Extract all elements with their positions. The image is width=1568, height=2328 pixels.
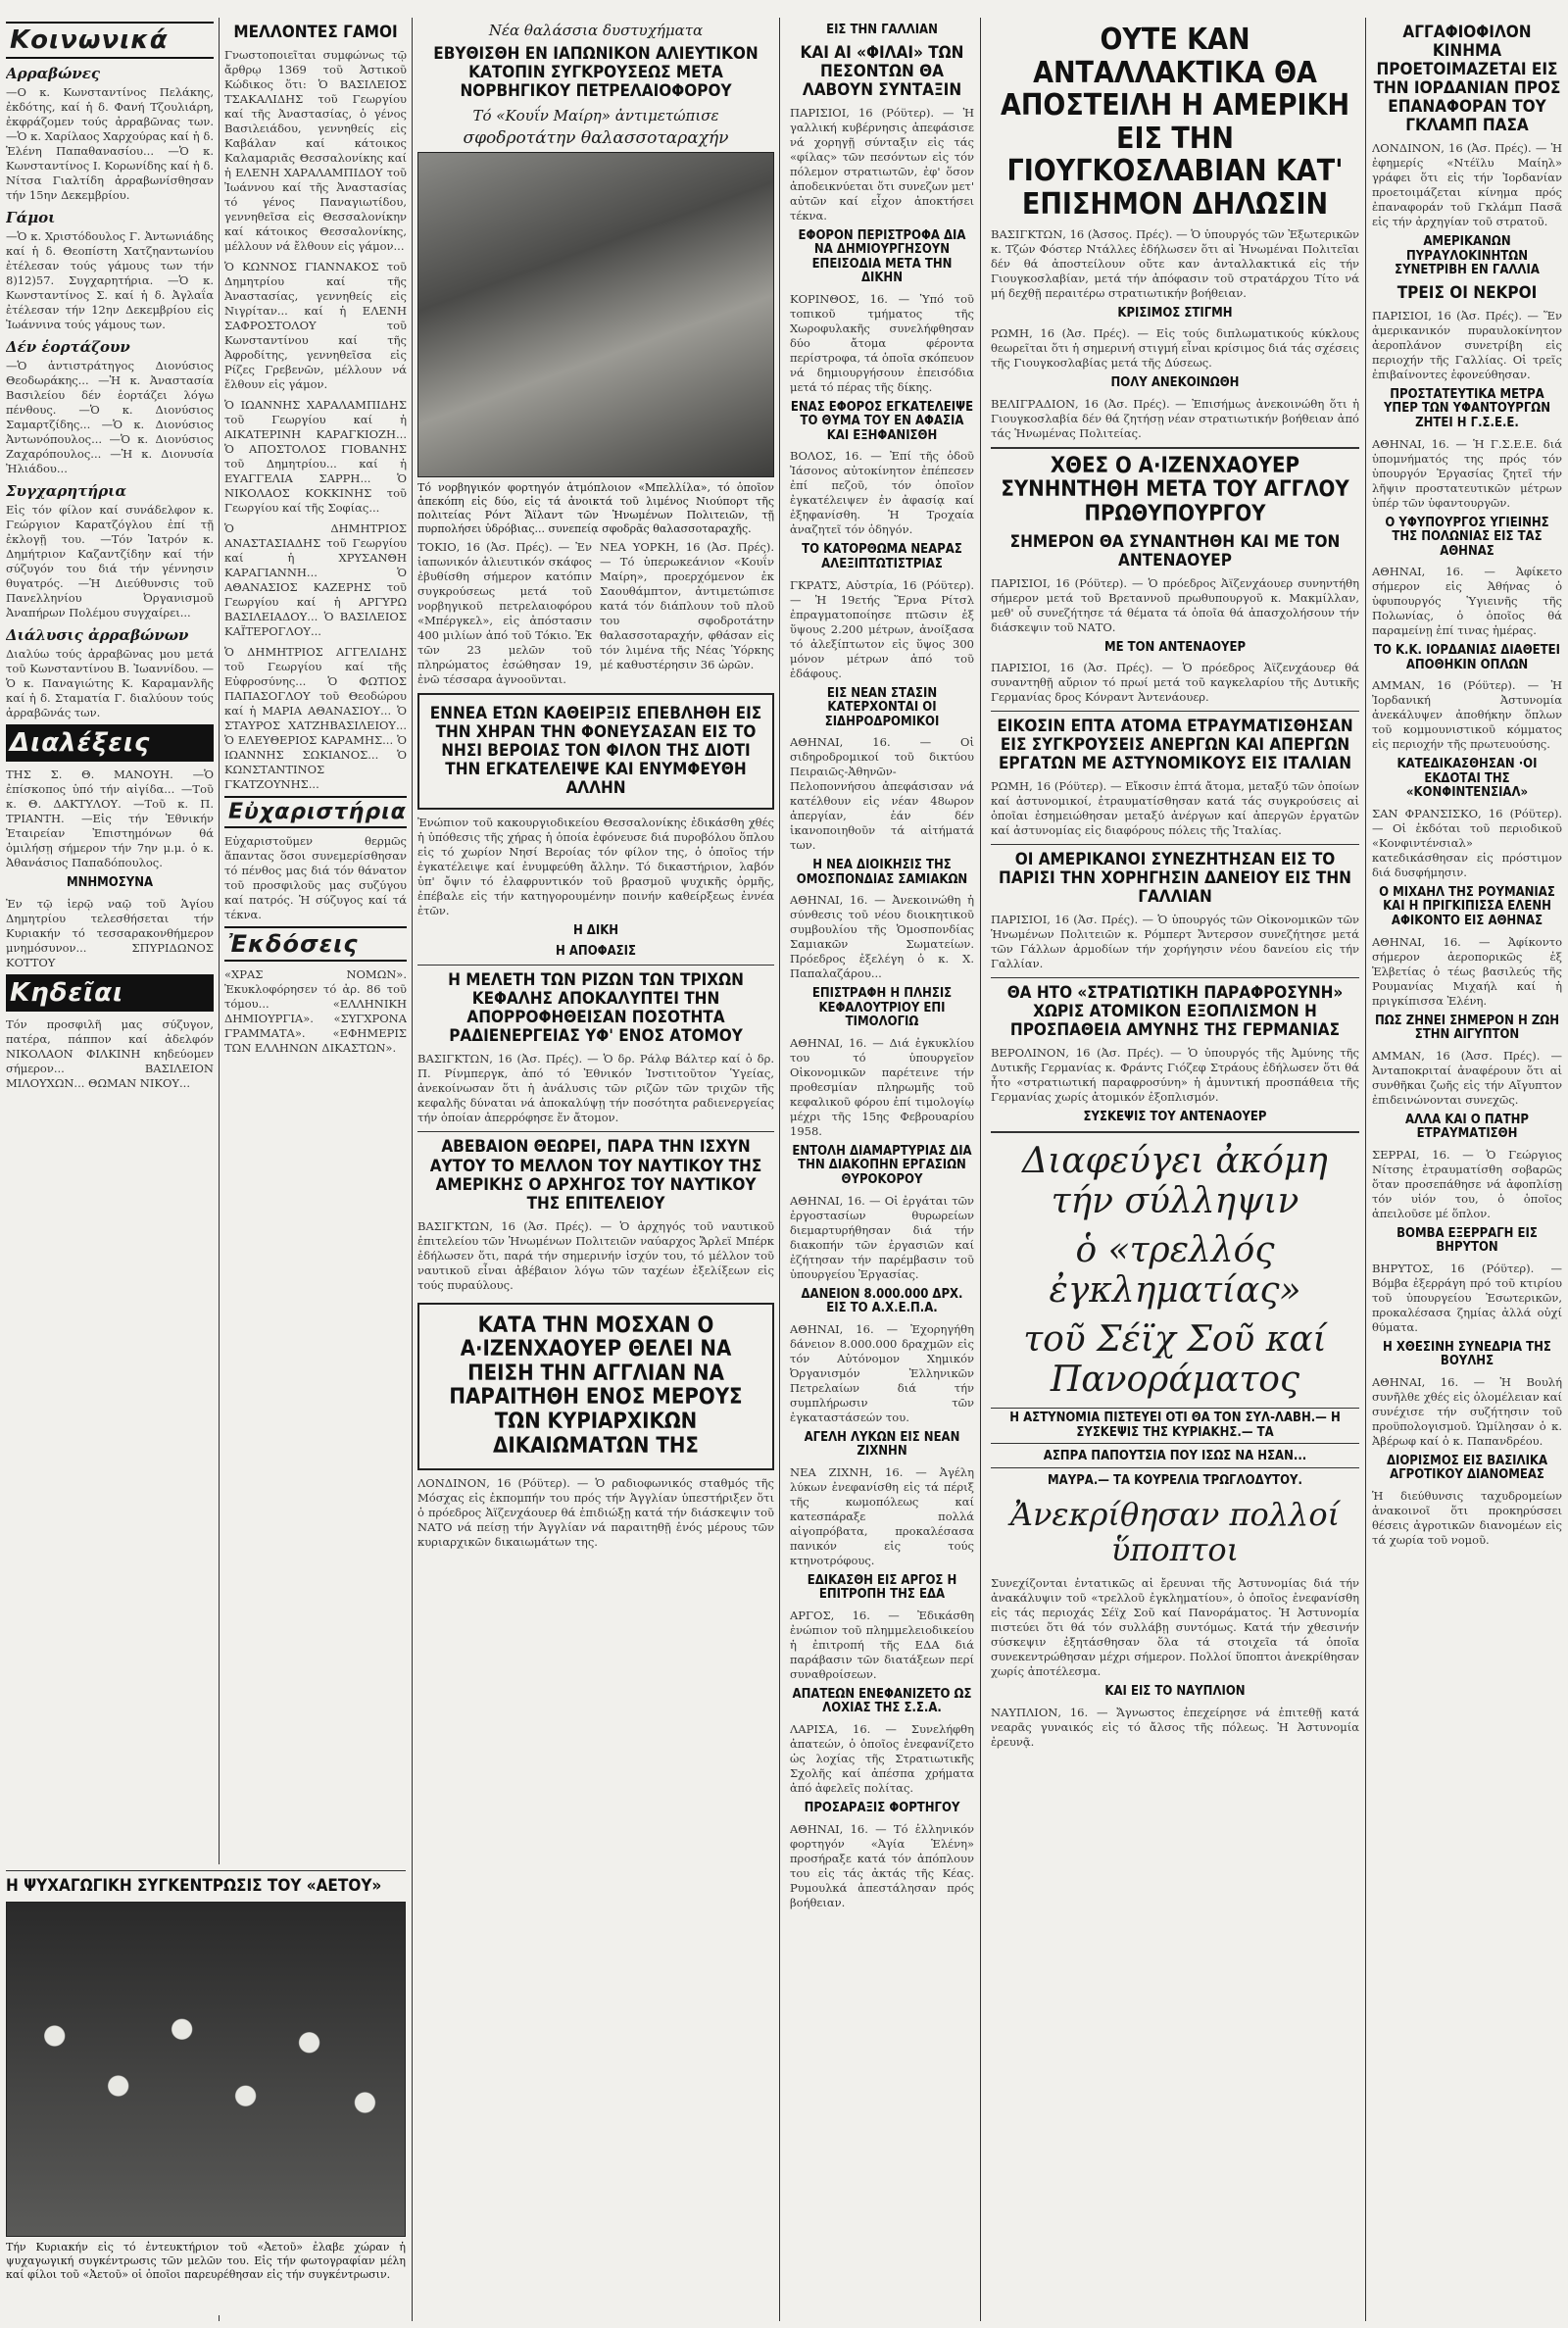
future-weddings-title: ΜΕΛΛΟΝΤΕΣ ΓΑΜΟΙ bbox=[233, 23, 398, 42]
rocket-sub: ΤΡΕΙΣ ΟΙ ΝΕΚΡΟΙ bbox=[1396, 282, 1538, 303]
section-title-thanks: Εὐχαριστήρια bbox=[224, 796, 407, 828]
yugoslavia-text: ΒΑΣΙΓΚΤΩΝ, 16 (Ἀσσος. Πρές). — Ὁ ὑπουργός τῶν Ἐξωτερικῶν κ. Τζών Φόστερ Ντάλλες ἐδήλωσεν ὅτι αἱ Ἡνωμέναι Πολιτεῖαι δέν θά ἀποστείλουν οὔτε καν ἀνταλλακτικά εἰς τήν Γιουγκοσλαβίαν, μετά τήν ἀπόφασιν τοῦ στρατάρχου Τίτο νά μή δεχθῇ περαιτέρω στρατιωτικήν βοήθειαν. bbox=[991, 226, 1359, 300]
congratulations-text: Εἰς τόν φίλον καί συνάδελφον κ. Γεώργιον Καρατζόγλου ἐπί τῇ ἐκλογῇ του. —Τόν Ἰατρόν κ. Δημήτριον Καζαντζίδην καί τήν σύζυγόν του διά τήν γέννησιν θυγατρός. —Ἡ Διεύθυνσις τοῦ Πανελληνίου Ὀργανισμοῦ Ἀναπήρων Πολέμου συγχαίρει... bbox=[6, 503, 214, 619]
france-kicker: ΕΙΣ ΤΗΝ ΓΑΛΛΙΑΝ bbox=[826, 23, 938, 37]
shipwreck-kicker: Νέα θαλάσσια δυστυχήματα bbox=[488, 22, 704, 39]
confidential-text: ΣΑΝ ΦΡΑΝΣΙΣΚΟ, 16 (Ρόϋτερ). — Οἱ ἐκδόται τοῦ περιοδικοῦ «Κονφιντένσιαλ» κατεδικάσθησαν εἰς πρόστιμον διά δυσφήμησιν. bbox=[1372, 806, 1562, 879]
parliament-text: ΑΘΗΝΑΙ, 16. — Ἡ Βουλή συνῆλθε χθές εἰς ὁλομέλειαν καί συνέχισε τήν συζήτησιν τοῦ προϋπολογισμοῦ. Ὡμίλησαν ὁ κ. Ἀβέρωφ καί ὁ κ. Παπανδρέου. bbox=[1372, 1374, 1562, 1448]
aetos-photo bbox=[6, 1902, 406, 2237]
argos-headline: ΕΔΙΚΑΣΘΗ ΕΙΣ ΑΡΓΟΣ Η ΕΠΙΤΡΟΠΗ ΤΗΣ ΕΔΑ bbox=[807, 1572, 957, 1603]
announced-text: ΒΕΛΙΓΡΑΔΙΟΝ, 16 (Ἀσ. Πρές). — Ἐπισήμως ἀνεκοινώθη ὅτι ἡ Γιουγκοσλαβία δέν θά ζητήσῃ νέαν στρατιωτικήν βοήθειαν ἀπό τάς Ἡνωμένας Πολιτείας. bbox=[991, 396, 1359, 440]
germany-headline: ΘΑ ΗΤΟ «ΣΤΡΑΤΙΩΤΙΚΗ ΠΑΡΑΦΡΟΣΥΝΗ» ΧΩΡΙΣ ΑΤΟΜΙΚΟΝ ΕΞΟΠΛΙΣΜΟΝ Η ΠΡΟΣΠΑΘΕΙΑ ΑΜΥΝΗΣ ΤΗΣ ΓΕΡΜΑΝΙΑΣ bbox=[1006, 983, 1344, 1041]
aetos-caption: Τήν Κυριακήν εἰς τό ἐντευκτήριον τοῦ «Ἀετοῦ» ἐλαβε χώραν ἡ ψυχαγωγική συγκέντρωσις τῶν μελῶν του. Εἰς τήν φωτογραφίαν μέλη καί φίλοι τοῦ «Ἀετοῦ» οἱ ὁποῖοι παρευρέθησαν εἰς τήν συγκέντρωσιν. bbox=[6, 2241, 406, 2282]
column-weddings bbox=[224, 18, 407, 1860]
pistols-headline: ΕΦΟΡΟΝ ΠΕΡΙΣΤΡΟΦΑ ΔΙΑ ΝΑ ΔΗΜΙΟΥΡΓΗΣΟΥΝ ΕΠΕΙΣΟΔΙΑ ΜΕΤΑ ΤΗΝ ΔΙΚΗΝ bbox=[798, 227, 966, 286]
no-celebrate-text: —Ὁ ἀντιστράτηγος Διονύσιος Θεοδωράκης... —Ἡ κ. Ἀναστασία Βασιλείου δέν ἑορτάζει λόγω πένθους. —Ὁ κ. Διονύσιος Σαμαρτζίδης... —Ὁ κ. Διονύσιος Ἀντωνόπουλος... —Ὁ κ. Διονύσιος Ζαχαρόπουλος... —Ἡ κ. Διονυσία Ἠλιάδου... bbox=[6, 359, 214, 475]
jordan-arms-text: ΑΜΜΑΝ, 16 (Ρόϋτερ). — Ἡ Ἰορδανική Ἀστυνομία ἀνεκάλυψεν ἀποθήκην ὅπλων τοῦ κομμουνιστικοῦ κόμματος εἰς περιοχήν τῆς πρωτευούσης. bbox=[1372, 678, 1562, 752]
subsection-no-celebrate: Δέν ἑορτάζουν bbox=[6, 338, 130, 356]
engagements-text: —Ο κ. Κωνσταντίνος Πελάκης, ἐκδότης, καί ἡ δ. Φανή Τζουλιάρη, ἐκφράζομεν τούς ἀρραβῶνας των. —Ὁ κ. Χαρίλαος Χαρχούρας καί ἡ δ. Ἑλένη Παπαθανασίου... —Ὁ κ. Κωνσταντίνος Ι. Κορωνίδης καί ἡ δ. Νίτσα Γιαλτίδη ἀρραβωνίσθησαν τήν 15ην Δεκεμβρίου. bbox=[6, 85, 214, 202]
rocket-headline: ΑΜΕΡΙΚΑΝΩΝ ΠΥΡΑΥΛΟΚΙΝΗΤΩΝ ΣΥΝΕΤΡΙΒΗ ΕΝ ΓΑΛΛΙΑ bbox=[1395, 234, 1540, 278]
madman-sub-2: ΑΣΠΡΑ ΠΑΠΟΥΤΣΙΑ ΠΟΥ ΙΣΩΣ ΝΑ ΗΣΑΝ... bbox=[991, 1450, 1359, 1468]
railway-headline: ΕΙΣ ΝΕΑΝ ΣΤΑΣΙΝ ΚΑΤΕΡΧΟΝΤΑΙ ΟΙ ΣΙΔΗΡΟΔΡΟΜΙΚΟΙ bbox=[824, 685, 940, 729]
tax-text: ΑΘΗΝΑΙ, 16. — Διά ἐγκυκλίου του τό ὑπουργεῖον Οἰκονομικῶν παρέτεινε τήν προθεσμίαν πληρωμῆς τοῦ κεφαλικοῦ φόρου ἐπί τιμολογίῳ μέχρι τῆς 15ης Φεβρουαρίου 1958. bbox=[790, 1035, 974, 1138]
column-briefs bbox=[790, 18, 974, 2321]
tax-headline: ΕΠΙΣΤΡΑΦΗ Η ΠΛΗΣΙΣ ΚΕΦΑΛΟΥΤΡΙΟΥ ΕΠΙ ΤΙΜΟΛΟΓΙΩ bbox=[811, 986, 953, 1030]
parachutist-text: ΓΚΡΑΤΣ, Αὐστρία, 16 (Ρόϋτερ). — Ἡ 19ετής Ἕρνα Ρίτσλ ἐπραγματοποίησε πτῶσιν ἐξ ὕψους 2.200 μέτρων, ἀνοίξασα τό ἀλεξίπτωτον εἰς ὕψος 300 μόνον μέτρων ἀπό τοῦ ἐδάφους. bbox=[790, 577, 974, 680]
parliament-headline: Η ΧΘΕΣΙΝΗ ΣΥΝΕΔΡΙΑ ΤΗΣ ΒΟΥΛΗΣ bbox=[1383, 1339, 1551, 1369]
queen-mary-sub-2: σφοδροτάτην θαλασσοταραχήν bbox=[463, 128, 729, 149]
eisenhower-text: ΠΑΡΙΣΙΟΙ, 16 (Ρόϋτερ). — Ὁ πρόεδρος Ἀϊζενχάουερ συνηντήθη σήμερον μετά τοῦ Βρεταννοῦ πρωθυπουργοῦ κ. Μακμίλλαν, μεθ' οὗ συνεζήτησε τά θέματα τά ὁποῖα θά ἀπασχολήσουν τήν διάσκεψιν τοῦ ΝΑΤΟ. bbox=[991, 575, 1359, 634]
future-weddings-text-4: Ὁ ΔΗΜΗΤΡΙΟΣ ΑΝΑΣΤΑΣΙΑΔΗΣ τοῦ Γεωργίου καί ἡ ΧΡΥΣΑΝΘΗ ΚΑΡΑΓΙΑΝΝΗ... Ὁ ΑΘΑΝΑΣΙΟΣ ΚΑΖΕΡΗΣ τοῦ Γεωργίου καί ἡ ΑΡΓΥΡΩ ΒΑΣΙΛΕΙΑΔΟΥ... Ὁ ΒΑΣΙΛΕΙΟΣ ΚΑΪΤΕΡΟΓΛΟΥ... bbox=[224, 521, 407, 639]
announced: ΠΟΛΥ ΑΝΕΚΟΙΝΩΘΗ bbox=[1110, 375, 1240, 391]
egypt-headline: ΠΩΣ ΖΗΝΕΙ ΣΗΜΕΡΟΝ Η ΖΩΗ ΣΤΗΝ ΑΙΓΥΠΤΟΝ bbox=[1374, 1013, 1560, 1043]
protest-text: ΑΘΗΝΑΙ, 16. — Οἱ ἐργάται τῶν ἐργοστασίων θυρωρείων διεμαρτυρήθησαν διά τήν διακοπήν τῶν ἐργασιῶν καί ἐζήτησαν τήν παρέμβασιν τοῦ ὑπουργείου Ἐργασίας. bbox=[790, 1193, 974, 1281]
thanks-text: Εὐχαριστοῦμεν θερμῶς ἅπαντας ὅσοι συνεμερίσθησαν τό πένθος μας διά τόν θάνατον τοῦ προσφιλοῦς μας συζύγου καί πατρός. Ἡ σύζυγος καί τά τέκνα. bbox=[224, 834, 407, 922]
hair-headline: Η ΜΕΛΕΤΗ ΤΩΝ ΡΙΖΩΝ ΤΩΝ ΤΡΙΧΩΝ ΚΕΦΑΛΗΣ ΑΠΟΚΑΛΥΠΤΕΙ ΤΗΝ ΑΠΟΡΡΟΦΗΘΕΙΣΑΝ ΠΟΣΟΤΗΤΑ ΡΑΔΙΕΝΕΡΓΕΙΑΣ ΥΦ' ΕΝΟΣ ΑΤΟΜΟΥ bbox=[448, 970, 744, 1047]
nafplio-text: ΝΑΥΠΛΙΟΝ, 16. — Ἄγνωστος ἐπεχείρησε νά ἐπιτεθῇ κατά νεαρᾶς γυναικός εἰς τό ἄλσος τῆς πόλεως. Ἡ Ἀστυνομία ἐρευνᾷ. bbox=[991, 1705, 1359, 1749]
future-weddings-text-1: Γνωστοποιεῖται συμφώνως τῷ ἄρθρῳ 1369 τοῦ Ἀστικοῦ Κώδικος ὅτι: Ὁ ΒΑΣΙΛΕΙΟΣ ΤΣΑΚΑΛΙΔΗΣ τοῦ Γεωργίου καί τῆς Ἀναστασίας, ὁ γένος Βασιλειάδου, γεννηθείς εἰς Καβάλαν καί κάτοικος Καλαμαριᾶς Θεσσαλονίκης καί ἡ ΕΛΕΝΗ ΧΑΡΑΛΑΜΠΙΔΟΥ τοῦ Ἰωάννου καί τῆς Ἀναστασίας τό γένος Παναγιωτίδου, γεννηθεῖσα εἰς Θεσσαλονίκην καί κάτοικος Θεσσαλονίκης, μέλλουν νά ἔλθουν εἰς γάμον... bbox=[224, 48, 407, 254]
shipwreck-headline: ΕΒΥΘΙΣΘΗ ΕΝ ΙΑΠΩΝΙΚΟΝ ΑΛΙΕΥΤΙΚΟΝ ΚΑΤΟΠΙΝ ΣΥΓΚΡΟΥΣΕΩΣ ΜΕΤΑ ΝΟΡΒΗΓΙΚΟΥ ΠΕΤΡΕΛΑΙΟΦΟΡΟΥ bbox=[433, 44, 759, 102]
berroia-headline: ΕΝΝΕΑ ΕΤΩΝ ΚΑΘΕΙΡΞΙΣ ΕΠΕΒΛΗΘΗ ΕΙΣ ΤΗΝ ΧΗΡΑΝ ΤΗΝ ΦΟΝΕΥΣΑΣΑΝ ΕΙΣ ΤΟ ΝΗΣΙ ΒΕΡΟΙΑΣ ΤΟΝ ΦΙΛΟΝ ΤΗΣ ΔΙΟΤΙ ΤΗΝ ΕΓΚΑΤΕΛΕΙΨΕ ΚΑΙ ΕΝΥΜΦΕΥΘΗ ΑΛΛΗΝ bbox=[429, 704, 762, 799]
confidential-headline: ΚΑΤΕΔΙΚΑΣΘΗΣΑΝ ·ΟΙ ΕΚΔΟΤΑΙ ΤΗΣ «ΚΟΝΦΙΝΤΕΝΣΙΑΛ» bbox=[1396, 757, 1538, 801]
column-divider bbox=[412, 18, 413, 2321]
hit-run-headline: ΕΝΑΣ ΕΦΟΡΟΣ ΕΓΚΑΤΕΛΕΙΨΕ ΤΟ ΘΥΜΑ ΤΟΥ ΕΝ ΑΦΑΣΙΑ ΚΑΙ ΕΞΗΦΑΝΙΣΘΗ bbox=[790, 399, 974, 443]
new-york-story: ΝΕΑ ΥΟΡΚΗ, 16 (Ἀσ. Πρές). — Τό ὑπερωκεάνιον «Κουΐν Μαίρη», προερχόμενον ἐκ Σαουθάμπτον, ἀντιμετώπισε κατά τόν διάπλουν τοῦ πλοῦ του σφοδροτάτην θαλασσοταραχήν, φθάσαν εἰς τόν λιμένα τῆς Νέας Ὑόρκης μέ καθυστέρησιν 36 ὡρῶν. bbox=[600, 540, 774, 672]
egypt-text: ΑΜΜΑΝ, 16 (Ἀσσ. Πρές). — Ἀνταποκριταί ἀναφέρουν ὅτι αἱ συνθῆκαι ζωῆς εἰς τήν Αἴγυπτον ἐπιδεινώνονται συνεχῶς. bbox=[1372, 1048, 1562, 1107]
ship-photo-caption: Τό νορβηγικόν φορτηγόν ἀτμόπλοιον «Μπελλίλα», τό ὁποῖον ἀπεκόπη εἰς δύο, εἰς τά ἀνοικτά τοῦ λιμένος Νιούπορτ τῆς πολιτείας Ρόντ Ἄϊλαντ τῶν Ἡνωμένων Πολιτειῶν, τῇ πυρπολήσει ὑδρόβιας... συνεπείᾳ σφοδρᾶς θαλασσοταραχῆς. bbox=[417, 481, 774, 536]
fraud-headline: ΑΠΑΤΕΩΝ ΕΝΕΦΑΝΙΖΕΤΟ ΩΣ ΛΟΧΙΑΣ ΤΗΣ Σ.Σ.Α. bbox=[792, 1686, 972, 1716]
michael-headline: Ο ΜΙΧΑΗΛ ΤΗΣ ΡΟΥΜΑΝΙΑΣ ΚΑΙ Η ΠΡΙΓΚΙΠΙΣΣΑ ΕΛΕΝΗ ΑΦΙΚΟΝΤΟ ΕΙΣ ΑΘΗΝΑΣ bbox=[1379, 884, 1555, 928]
beirut-text: ΒΗΡΥΤΟΣ, 16 (Ρόϋτερ). — Βόμβα ἐξερράγη πρό τοῦ κτιρίου τοῦ ὑπουργείου Ἐσωτερικῶν, προκαλέσασα ζημίας ἀλλά οὐχί θύματα. bbox=[1372, 1261, 1562, 1334]
madman-line-3: τοῦ Σέϊχ Σοῦ καί Πανοράματος bbox=[1023, 1318, 1327, 1400]
adenauer-meeting: ΣΥΣΚΕΨΙΣ ΤΟΥ ΑΝΤΕΝΑΟΥΕΡ bbox=[1083, 1110, 1267, 1125]
editions-text: «ΧΡΑΣ ΝΟΜΩΝ». Ἐκυκλοφόρησεν τό ἀρ. 86 τοῦ τόμου... «ΕΛΛΗΝΙΚΗ ΔΗΜΙΟΥΡΓΙΑ». «ΣΥΓΧΡΟΝΑ ΓΡΑΜΜΑΤΑ». «ΕΦΗΜΕΡΙΣ ΤΩΝ ΕΛΛΗΝΩΝ ΔΙΚΑΣΤΩΝ». bbox=[224, 967, 407, 1056]
subsection-congratulations: Συγχαρητήρια bbox=[6, 482, 126, 500]
loan-text: ΑΘΗΝΑΙ, 16. — Ἐχορηγήθη δάνειον 8.000.000 δραχμῶν εἰς τόν Αὐτόνομον Χημικόν Ὀργανισμόν Ἑλληνικῶν Πετρελαίων διά τήν συμπλήρωσιν τῶν ἐγκαταστάσεών του. bbox=[790, 1321, 974, 1424]
france-headline: ΚΑΙ ΑΙ «ΦΙΛΑΙ» ΤΩΝ ΠΕΣΟΝΤΩΝ ΘΑ ΛΑΒΟΥΝ ΣΥΝΤΑΞΙΝ bbox=[800, 42, 964, 100]
samian-text: ΑΘΗΝΑΙ, 16. — Ἀνεκοινώθη ἡ σύνθεσις τοῦ νέου διοικητικοῦ συμβουλίου τῆς Ὁμοσπονδίας Σαμιακῶν Σωματείων. Πρόεδρος ἐξελέγη ὁ κ. Χ. Παπαλαζάρου... bbox=[790, 893, 974, 981]
postman-text: Ἡ διεύθυνσις ταχυδρομείων ἀνακοινοῖ ὅτι προκηρύσσει θέσεις ἀγροτικῶν διανομέων εἰς τά χωρία τοῦ νομοῦ. bbox=[1372, 1488, 1562, 1547]
queen-mary-sub-1: Τό «Κουΐν Μαίρη» ἀντιμετώπισε bbox=[472, 107, 719, 125]
berroia-text: Ἐνώπιον τοῦ κακουργιοδικείου Θεσσαλονίκης ἐδικάσθη χθές ἡ ὑπόθεσις τῆς χήρας ἡ ὁποία ἐφόνευσε διά πυροβόλου ὅπλου εἰς τό χωρίον Νησί Βεροίας τόν φίλον της, ὁ ὁποῖος τήν ἐγκατέλειψε καί ἐνυμφεύθη ἄλλην. Τό δικαστήριον, λαβόν ὑπ' ὄψιν τό ἐλαφρυντικόν τοῦ βρασμοῦ ψυχικῆς ὁρμῆς, ἐπέβαλε εἰς τήν κατηγορουμένην ποινήν καθείρξεως ἐννέα ἐτῶν. bbox=[417, 816, 774, 918]
poland-headline: Ο ΥΦΥΠΟΥΡΓΟΣ ΥΓΙΕΙΝΗΣ ΤΗΣ ΠΟΛΩΝΙΑΣ ΕΙΣ ΤΑΣ ΑΘΗΝΑΣ bbox=[1385, 515, 1549, 559]
father-text: ΣΕΡΡΑΙ, 16. — Ὁ Γεώργιος Νίτσης ἐτραυματίσθη σοβαρῶς ὅταν προσεπάθησε νά ἀφοπλίσῃ τόν υἱόν του, ὁ ὁποῖος ἀπειλοῦσε μέ ὅπλον. bbox=[1372, 1147, 1562, 1220]
france-text: ΠΑΡΙΣΙΟΙ, 16 (Ρόϋτερ). — Ἡ γαλλική κυβέρνησις ἀπεφάσισε νά χορηγῇ σύνταξιν εἰς τάς «φίλας» τῶν πεσόντων εἰς τόν πόλεμον στρατιωτῶν, ἐφ' ὅσον ἀποδεικνύεται ὅτι συνεζων μετ' αὐτῶν καί εἶχον ἀποκτήσει τέκνα. bbox=[790, 105, 974, 223]
adenauer-text: ΠΑΡΙΣΙΟΙ, 16 (Ἀσ. Πρές). — Ὁ πρόεδρος Ἀϊζενχάουερ θά συναντηθῇ αὔριον τό πρωί μετά τοῦ καγκελαρίου τῆς Δυτικῆς Γερμανίας δρος Κόνραντ Ἀντενάουερ. bbox=[991, 661, 1359, 705]
railway-text: ΑΘΗΝΑΙ, 16. — Οἱ σιδηροδρομικοί τοῦ δικτύου Πειραιῶς-Ἀθηνῶν-Πελοποννήσου ἀπεφάσισαν νά κατέλθουν εἰς νέαν 48ωρον ἀπεργίαν, ἐάν δέν ἱκανοποιηθοῦν τά αἰτήματά των. bbox=[790, 735, 974, 853]
father-headline: ΑΛΛΑ ΚΑΙ Ο ΠΑΤΗΡ ΕΤΡΑΥΜΑΤΙΣΘΗ bbox=[1405, 1112, 1529, 1142]
jordan-text: ΛΟΝΔΙΝΟΝ, 16 (Ἀσ. Πρές). — Ἡ ἐφημερίς «Ντέϊλυ Μαίηλ» γράφει ὅτι εἰς τήν Ἰορδανίαν προετοιμάζεται κίνημα πρός ἐπαναφοράν τοῦ Γκλάμπ Πασᾶ εἰς τήν ἀρχηγίαν τοῦ στρατοῦ. bbox=[1372, 141, 1562, 229]
column-divider bbox=[779, 18, 780, 2321]
madman-text: Συνεχίζονται ἐντατικῶς αἱ ἔρευναι τῆς Ἀστυνομίας διά τήν ἀνακάλυψιν τοῦ «τρελλοῦ ἐγκληματίου», ὁ ὁποῖος ἐνεφανίσθη εἰς τάς περιοχάς Σέϊχ Σοῦ καί Πανοράματος. Ἡ Ἀστυνομία πιστεύει ὅτι θά τόν συλλάβῃ συντόμως. Κατά τήν χθεσινήν σύσκεψιν ἐξητάσθησαν ὅλα τά στοιχεῖα τά ὁποῖα συνεκεντρώθησαν μέχρι σήμερον. Πολλοί ὕποπτοι ἀνεκρίθησαν χωρίς ἀποτέλεσμα. bbox=[991, 1576, 1359, 1679]
weddings-text: —Ὁ κ. Χριστόδουλος Γ. Ἀντωνιάδης καί ἡ δ. Θεοπίστη Χατζηαντωνίου ἐτέλεσαν τούς γάμους των τήν 8)12)57. Συγχαρητήρια. —Ὁ κ. Κωνσταντίνος Σ. καί ἡ δ. Ἀγλαΐα ἐτέλεσαν τήν 12ην Δεκεμβρίου εἰς Ἰωάννινα τούς γάμους των. bbox=[6, 229, 214, 331]
section-title-lectures: Διαλέξεις bbox=[6, 724, 214, 762]
argos-text: ΑΡΓΟΣ, 16. — Ἐδικάσθη ἐνώπιον τοῦ πλημμελειοδικείου ἡ ἐπιτροπή τῆς ΕΔΑ διά παράβασιν τῶν διατάξεων περί συναθροίσεων. bbox=[790, 1608, 974, 1681]
moscow-text: ΛΟΝΔΙΝΟΝ, 16 (Ρόϋτερ). — Ὁ ραδιοφωνικός σταθμός τῆς Μόσχας εἰς ἐκπομπήν του πρός τήν Ἀγγλίαν ὑπεστήριξεν ὅτι ὁ πρόεδρος Ἀϊζενχάουερ θά ἐπιδιώξῃ κατά τήν διάσκεψιν τοῦ ΝΑΤΟ νά πείσῃ τήν Ἀγγλίαν νά παραιτηθῇ ἑνός μέρους τῶν κυριαρχικῶν δικαιωμάτων της. bbox=[417, 1476, 774, 1550]
postman-headline: ΔΙΟΡΙΣΜΟΣ ΕΙΣ ΒΑΣΙΛΙΚΑ ΑΓΡΟΤΙΚΟΥ ΔΙΑΝΟΜΕΑΣ bbox=[1386, 1453, 1548, 1483]
column-world bbox=[1372, 18, 1562, 2321]
fraud-text: ΛΑΡΙΣΑ, 16. — Συνελήφθη ἀπατεών, ὁ ὁποῖος ἐνεφανίζετο ὡς λοχίας τῆς Στρατιωτικῆς Σχολῆς καί ἀπέσπα χρήματα ἀπό ἀφελεῖς πολίτας. bbox=[790, 1721, 974, 1795]
dissolution-text: Διαλύω τούς ἀρραβῶνας μου μετά τοῦ Κωνσταντίνου Β. Ἰωαννίδου. —Ὁ κ. Παναγιώτης Κ. Καραμανλῆς καί ἡ δ. Σταματία Γ. διαλύουν τούς ἀρραβῶνάς των. bbox=[6, 647, 214, 719]
grounding-headline: ΠΡΟΣΑΡΑΞΙΣ ΦΟΡΤΗΓΟΥ bbox=[804, 1800, 960, 1815]
berroia-box bbox=[417, 693, 774, 810]
wolves-text: ΝΕΑ ΖΙΧΝΗ, 16. — Ἀγέλη λύκων ἐνεφανίσθη εἰς τά πέριξ τῆς κωμοπόλεως καί κατεσπάραξε πολλά αἰγοπρόβατα, προκαλέσασα πανικόν εἰς τούς κτηνοτρόφους. bbox=[790, 1464, 974, 1567]
funeral-text: Τόν προσφιλῆ μας σύζυγον, πατέρα, πάππον καί ἀδελφόν ΝΙΚΟΛΑΟΝ ΦΙΛΚΙΝΗ κηδεύομεν σήμερον... ΒΑΣΙΛΕΙΟΝ ΜΙΛΟΥΧΩΝ... ΘΩΜΑΝ ΝΙΚΟΥ... bbox=[6, 1016, 214, 1090]
moscow-box bbox=[417, 1303, 774, 1471]
column-divider bbox=[980, 18, 981, 2321]
italy-headline: ΕΙΚΟΣΙΝ ΕΠΤΑ ΑΤΟΜΑ ΕΤΡΑΥΜΑΤΙΣΘΗΣΑΝ ΕΙΣ ΣΥΓΚΡΟΥΣΕΙΣ ΑΝΕΡΓΩΝ ΚΑΙ ΑΠΕΡΓΩΝ ΕΡΓΑΤΩΝ ΜΕ ΑΣΤΥΝΟΜΙΚΟΥΣ ΕΙΣ ΙΤΑΛΙΑΝ bbox=[997, 717, 1353, 774]
italy-text: ΡΩΜΗ, 16 (Ρόϋτερ). — Εἴκοσιν ἑπτά ἄτομα, μεταξύ τῶν ὁποίων καί ἀστυνομικοί, ἐτραυματίσθησαν κατά τάς συγκρούσεις αἱ ὁποῖαι ἐσημειώθησαν μεταξύ ἀνέργων καί ἀπεργῶν ἐργατῶν καί ἀστυνομίας εἰς διαφόρους πόλεις τῆς Ἰταλίας. bbox=[991, 779, 1359, 838]
france-loan-headline: ΟΙ ΑΜΕΡΙΚΑΝΟΙ ΣΥΝΕΖΗΤΗΣΑΝ ΕΙΣ ΤΟ ΠΑΡΙΣΙ ΤΗΝ ΧΟΡΗΓΗΣΙΝ ΔΑΝΕΙΟΥ ΕΙΣ ΤΗΝ ΓΑΛΛΙΑΝ bbox=[999, 850, 1351, 908]
aetos-title: Η ΨΥΧΑΓΩΓΙΚΗ ΣΥΓΚΕΝΤΡΩΣΙΣ ΤΟΥ «ΑΕΤΟΥ» bbox=[6, 1876, 382, 1896]
berroia-sub-verdict: Η ΑΠΟΦΑΣΙΣ bbox=[556, 943, 636, 959]
poland-text: ΑΘΗΝΑΙ, 16. — Ἀφίκετο σήμερον εἰς Ἀθήνας ὁ ὑφυπουργός Ὑγιεινῆς τῆς Πολωνίας, ὁ ὁποῖος θά παραμείνῃ ἐπί τινας ἡμέρας. bbox=[1372, 565, 1562, 638]
wolves-headline: ΑΓΕΛΗ ΛΥΚΩΝ ΕΙΣ ΝΕΑΝ ΖΙΧΝΗΝ bbox=[804, 1429, 960, 1460]
grounding-text: ΑΘΗΝΑΙ, 16. — Τό ἑλληνικόν φορτηγόν «Ἀγία Ἑλένη» προσήραξε κατά τόν ἀπόπλουν του εἰς τάς ἀκτάς τῆς Κέας. Ρυμουλκά ἀπεστάλησαν πρός βοήθειαν. bbox=[790, 1821, 974, 1909]
tokyo-story: ΤΟΚΙΟ, 16 (Ἀσ. Πρές). — Ἐν ἰαπωνικόν ἁλιευτικόν σκάφος ἐβυθίσθη σήμερον κατόπιν συγκρούσεως μετά τοῦ νορβηγικοῦ πετρελαιοφόρου «Μπέργκελ», εἰς ἀπόστασιν 400 μιλίων ἀπό τοῦ Τόκιο. Ἐκ τῶν 23 μελῶν τοῦ πληρώματος ἐσώθησαν 19, ἐνῶ τέσσαρα ἀγνοοῦνται. bbox=[417, 540, 592, 687]
yugoslavia-headline: ΟΥΤΕ ΚΑΝ ΑΝΤΑΛΛΑΚΤΙΚΑ ΘΑ ΑΠΟΣΤΕΙΛΗ Η ΑΜΕΡΙΚΗ ΕΙΣ ΤΗΝ ΓΙΟΥΓΚΟΣΛΑΒΙΑΝ ΚΑΤ' ΕΠΙΣΗΜΟΝ ΔΗΛΩΣΙΝ bbox=[1000, 23, 1350, 222]
textile-headline: ΠΡΟΣΤΑΤΕΥΤΙΚΑ ΜΕΤΡΑ ΥΠΕΡ ΤΩΝ ΥΦΑΝΤΟΥΡΓΩΝ ΖΗΤΕΙ Η Γ.Σ.Ε.Ε. bbox=[1383, 386, 1551, 430]
memorial-heading: ΜΝΗΜΟΣΥΝΑ bbox=[66, 875, 154, 890]
hit-run-text: ΒΟΛΟΣ, 16. — Ἐπί τῆς ὁδοῦ Ἰάσονος αὐτοκίνητον ἐπέπεσεν ἐπί πεζοῦ, τόν ὁποῖον ἐγκατέλειψεν ἐν ἀφασίᾳ καί ἐξηφανίσθη. Ἡ Τροχαία ἀναζητεῖ τόν ὁδηγόν. bbox=[790, 449, 974, 537]
michael-text: ΑΘΗΝΑΙ, 16. — Ἀφίκοντο σήμερον ἀεροπορικῶς ἐξ Ἑλβετίας ὁ τέως βασιλεύς τῆς Ρουμανίας Μιχαήλ καί ἡ πριγκίπισσα Ἑλένη. bbox=[1372, 934, 1562, 1008]
eisenhower-headline: ΧΘΕΣ Ο Α·ΙΖΕΝΧΑΟΥΕΡ ΣΥΝΗΝΤΗΘΗ ΜΕΤΑ ΤΟΥ ΑΓΓΛΟΥ ΠΡΩΘΥΠΟΥΡΓΟΥ bbox=[1001, 453, 1349, 526]
navy-headline: ΑΒΕΒΑΙΟΝ ΘΕΩΡΕΙ, ΠΑΡΑ ΤΗΝ ΙΣΧΥΝ ΑΥΤΟΥ ΤΟ ΜΕΛΛΟΝ ΤΟΥ ΝΑΥΤΙΚΟΥ ΤΗΣ ΑΜΕΡΙΚΗΣ Ο ΑΡΧΗΓΟΣ ΤΟΥ ΝΑΥΤΙΚΟΥ ΤΗΣ ΕΠΙΤΕΛΕΙΟΥ bbox=[429, 1137, 762, 1214]
beirut-headline: ΒΟΜΒΑ ΕΞΕΡΡΑΓΗ ΕΙΣ ΒΗΡΥΤΟΝ bbox=[1396, 1225, 1538, 1256]
future-weddings-text-2: Ὁ ΚΩΝΝΟΣ ΓΙΑΝΝΑΚΟΣ τοῦ Δημητρίου καί τῆς Ἀναστασίας, γεννηθείς εἰς Νιγρίταν... καί ἡ ΕΛΕΝΗ ΣΑΦΡΟΣΤΟΛΟΥ τοῦ Κωνσταντίνου καί τῆς Ἀφροδίτης, γεννηθεῖσα εἰς Ρίζες Γρεβενῶν, μέλλουν νά ἔλθουν εἰς γάμον. bbox=[224, 260, 407, 392]
nafplio-heading: ΚΑΙ ΕΙΣ ΤΟ ΝΑΥΠΛΙΟΝ bbox=[1104, 1684, 1246, 1700]
berroia-sub-trial: Η ΔΙΚΗ bbox=[572, 923, 619, 939]
hair-text: ΒΑΣΙΓΚΤΩΝ, 16 (Ἀσ. Πρές). — Ὁ δρ. Ράλφ Βάλτερ καί ὁ δρ. Π. Ρίνμπεργκ, ἀπό τό Ἐθνικόν Ἰνστιτοῦτον Ὑγείας, ἀνεκοίνωσαν ὅτι ἡ ἀνάλυσις τῶν ριζῶν τῶν τριχῶν τῆς κεφαλῆς δύναται νά ἀποκαλύψῃ τήν ποσότητα ραδιενεργείας τήν ὁποίαν ἀπερρόφησε ἕν ἄτομον. bbox=[417, 1052, 774, 1125]
eisenhower-sub: ΣΗΜΕΡΟΝ ΘΑ ΣΥΝΑΝΤΗΘΗ ΚΑΙ ΜΕ ΤΟΝ ΑΝΤΕΝΑΟΥΕΡ bbox=[1009, 531, 1341, 570]
loan-headline: ΔΑΝΕΙΟΝ 8.000.000 ΔΡΧ. ΕΙΣ ΤΟ Α.Χ.Ε.Π.Α. bbox=[801, 1286, 963, 1316]
jordan-headline: ΑΓΓΑΦΙΟΦΙΛΟΝ ΚΙΝΗΜΑ ΠΡΟΕΤΟΙΜΑΖΕΤΑΙ ΕΙΣ ΤΗΝ ΙΟΡΔΑΝΙΑΝ ΠΡΟΣ ΕΠΑΝΑΦΟΡΑΝ ΤΟΥ ΓΚΛΑΜΠ ΠΑΣΑ bbox=[1373, 23, 1561, 136]
germany-text: ΒΕΡΟΛΙΝΟΝ, 16 (Ἀσ. Πρές). — Ὁ ὑπουργός τῆς Ἀμύνης τῆς Δυτικῆς Γερμανίας κ. Φράντς Γιόζεφ Στράους ἐδήλωσεν ὅτι θά ἦτο «στρατιωτική παραφροσύνη» ἡ ἀμυντική προσπάθεια τῆς Γερμανίας χωρίς ἀτομικόν ἐξοπλισμόν. bbox=[991, 1046, 1359, 1105]
protest-headline: ΕΝΤΟΛΗ ΔΙΑΜΑΡΤΥΡΙΑΣ ΔΙΑ ΤΗΝ ΔΙΑΚΟΠΗΝ ΕΡΓΑΣΙΩΝ ΘΥΡΟΚΟΡΟΥ bbox=[792, 1143, 972, 1188]
textile-text: ΑΘΗΝΑΙ, 16. — Ἡ Γ.Σ.Ε.Ε. διά ὑπομνήματός της πρός τόν ὑπουργόν Ἐργασίας ζητεῖ τήν λῆψιν προστατευτικῶν μέτρων ὑπέρ τῶν ὑφαντουργῶν. bbox=[1372, 436, 1562, 510]
ship-photo bbox=[417, 152, 774, 477]
questioned-headline: Ἀνεκρίθησαν πολλοί ὕποπτοι bbox=[1009, 1495, 1341, 1569]
madman-line-1: Διαφεύγει ἀκόμη τήν σύλληψιν bbox=[1022, 1140, 1328, 1222]
section-title-social: Κοινωνικά bbox=[6, 22, 214, 59]
column-main-right bbox=[991, 18, 1359, 2321]
column-main-left bbox=[417, 18, 774, 2321]
future-weddings-text-5: Ὁ ΔΗΜΗΤΡΙΟΣ ΑΓΓΕΛΙΔΗΣ τοῦ Γεωργίου καί τῆς Εὐφροσύνης... Ὁ ΦΩΤΙΟΣ ΠΑΠΑΣΟΓΛΟΥ τοῦ Θεοδώρου καί ἡ ΜΑΡΙΑ ΑΘΑΝΑΣΙΟΥ... Ὁ ΣΤΑΥΡΟΣ ΧΑΤΖΗΒΑΣΙΛΕΙΟΥ... Ὁ ΕΛΕΥΘΕΡΙΟΣ ΚΑΡΑΜΗΣ... Ὁ ΙΩΑΝΝΗΣ ΣΩΚΙΑΝΟΣ... Ὁ ΚΩΝΣΤΑΝΤΙΝΟΣ ΓΚΑΤΖΟΥΝΗΣ... bbox=[224, 645, 407, 792]
lectures-text: ΤΗΣ Σ. Θ. ΜΑΝΟΥΗ. —Ὁ ἐπίσκοπος ὑπό τήν αἰγίδα... —Τοῦ κ. Θ. ΔΑΚΤΥΛΟΥ. —Τοῦ κ. Π. ΤΡΙΑΝΤΗ. —Εἰς τήν Ἐθνικήν Ἑταιρείαν Ἐπιστημόνων θά ὁμιλήσῃ σήμερον τήν 7ην μ.μ. ὁ κ. Ἀθανάσιος Παπαδόπουλος. bbox=[6, 768, 214, 869]
navy-text: ΒΑΣΙΓΚΤΩΝ, 16 (Ἀσ. Πρές). — Ὁ ἀρχηγός τοῦ ναυτικοῦ ἐπιτελείου τῶν Ἡνωμένων Πολιτειῶν ναύαρχος Ἄρλεϊ Μπέρκ ἐδήλωσεν ὅτι, παρά τήν σημερινήν ἰσχύν του, τό μέλλον τοῦ ναυτικοῦ εἶναι ἀβέβαιον λόγω τῶν ταχέων ἐξελίξεων εἰς τούς πυραύλους. bbox=[417, 1218, 774, 1292]
madman-sub-3: ΜΑΥΡΑ.— ΤΑ ΚΟΥΡΕΛΙΑ ΤΡΩΓΛΟΔΥΤΟΥ. bbox=[1048, 1472, 1302, 1488]
crucial-text: ΡΩΜΗ, 16 (Ἀσ. Πρές). — Εἰς τούς διπλωματικούς κύκλους θεωρεῖται ὅτι ἡ σημερινή στιγμή εἶναι κρίσιμος διά τάς σχέσεις τῆς Γιουγκοσλαβίας μετά τῆς Δύσεως. bbox=[991, 326, 1359, 371]
subsection-dissolution: Διάλυσις ἀρραβώνων bbox=[6, 626, 189, 644]
crucial-moment: ΚΡΙΣΙΜΟΣ ΣΤΙΓΜΗ bbox=[1117, 305, 1233, 321]
rocket-text: ΠΑΡΙΣΙΟΙ, 16 (Ἀσ. Πρές). — Ἕν ἀμερικανικόν πυραυλοκίνητον ἀεροπλάνον συνετρίβη εἰς περιοχήν τῆς Γαλλίας. Οἱ τρεῖς ἐπιβαίνοντες ἐφονεύθησαν. bbox=[1372, 308, 1562, 381]
adenauer-heading: ΜΕ ΤΟΝ ΑΝΤΕΝΑΟΥΕΡ bbox=[1103, 639, 1247, 655]
subsection-engagements: Αρραβώνες bbox=[6, 65, 101, 82]
column-divider bbox=[1365, 18, 1366, 2321]
subsection-weddings: Γάμοι bbox=[6, 209, 56, 226]
future-weddings-text-3: Ὁ ΙΩΑΝΝΗΣ ΧΑΡΑΛΑΜΠΙΔΗΣ τοῦ Γεωργίου καί ἡ ΑΙΚΑΤΕΡΙΝΗ ΚΑΡΑΓΚΙΟΖΗ... Ὁ ΑΠΟΣΤΟΛΟΣ ΓΙΟΒΑΝΗΣ τοῦ Δημητρίου... καί ἡ ΕΥΑΓΓΕΛΙΑ ΣΑΡΡΗ... Ὁ ΝΙΚΟΛΑΟΣ ΚΟΚΚΙΝΗΣ τοῦ Γεωργίου καί τῆς Σοφίας... bbox=[224, 398, 407, 516]
memorial-text: Ἐν τῷ ἱερῷ ναῷ τοῦ Ἁγίου Δημητρίου τελεσθήσεται τήν Κυριακήν τό τεσσαρακονθήμερον μνημόσυνον... ΣΠΥΡΙΔΩΝΟΣ ΚΟΤΤΟΥ bbox=[6, 896, 214, 969]
aetos-block bbox=[6, 1864, 406, 2315]
france-loan-text: ΠΑΡΙΣΙΟΙ, 16 (Ἀσ. Πρές). — Ὁ ὑπουργός τῶν Οἰκονομικῶν τῶν Ἡνωμένων Πολιτειῶν κ. Ρόμπερτ Ἄντερσον συνεζήτησε μετά τῶν Γάλλων ἁρμοδίων τήν χορήγησιν νέου δανείου εἰς τήν Γαλλίαν. bbox=[991, 913, 1359, 971]
section-title-funeral: Κηδεῖαι bbox=[6, 974, 214, 1012]
madman-sub-1: Η ΑΣΤΥΝΟΜΙΑ ΠΙΣΤΕΥΕΙ ΟΤΙ ΘΑ ΤΟΝ ΣΥΛ-ΛΑΒΗ.— Η ΣΥΣΚΕΨΙΣ ΤΗΣ ΚΥΡΙΑΚΗΣ.— ΤΑ bbox=[991, 1408, 1359, 1444]
samian-headline: Η ΝΕΑ ΔΙΟΙΚΗΣΙΣ ΤΗΣ ΟΜΟΣΠΟΝΔΙΑΣ ΣΑΜΙΑΚΩΝ bbox=[796, 858, 968, 887]
moscow-headline: ΚΑΤΑ ΤΗΝ ΜΟΣΧΑΝ Ο Α·ΙΖΕΝΧΑΟΥΕΡ ΘΕΛΕΙ ΝΑ ΠΕΙΣΗ ΤΗΝ ΑΓΓΛΙΑΝ ΝΑ ΠΑΡΑΙΤΗΘΗ ΕΝΟΣ ΜΕΡΟΥΣ ΤΩΝ ΚΥΡΙΑΡΧΙΚΩΝ ΔΙΚΑΙΩΜΑΤΩΝ ΤΗΣ bbox=[449, 1313, 743, 1459]
madman-line-2: ὁ «τρελλός ἐγκληματίας» bbox=[1049, 1229, 1301, 1312]
pistols-text: ΚΟΡΙΝΘΟΣ, 16. — Ὑπό τοῦ τοπικοῦ τμήματος τῆς Χωροφυλακῆς συνελήφθησαν δύο ἄτομα φέροντα περίστροφα, τά ὁποῖα σκόπευον νά δημιουργήσουν ἐπεισόδια μετά τό πέρας τῆς δίκης. bbox=[790, 291, 974, 394]
section-title-editions: Ἐκδόσεις bbox=[224, 926, 407, 962]
jordan-arms-headline: ΤΟ Κ.Κ. ΙΟΡΔΑΝΙΑΣ ΔΙΑΘΕΤΕΙ ΑΠΟΘΗΚΙΝ ΟΠΛΩΝ bbox=[1374, 643, 1560, 672]
parachutist-headline: ΤΟ ΚΑΤΟΡΘΩΜΑ ΝΕΑΡΑΣ ΑΛΕΞΙΠΤΩΤΙΣΤΡΙΑΣ bbox=[802, 542, 962, 572]
